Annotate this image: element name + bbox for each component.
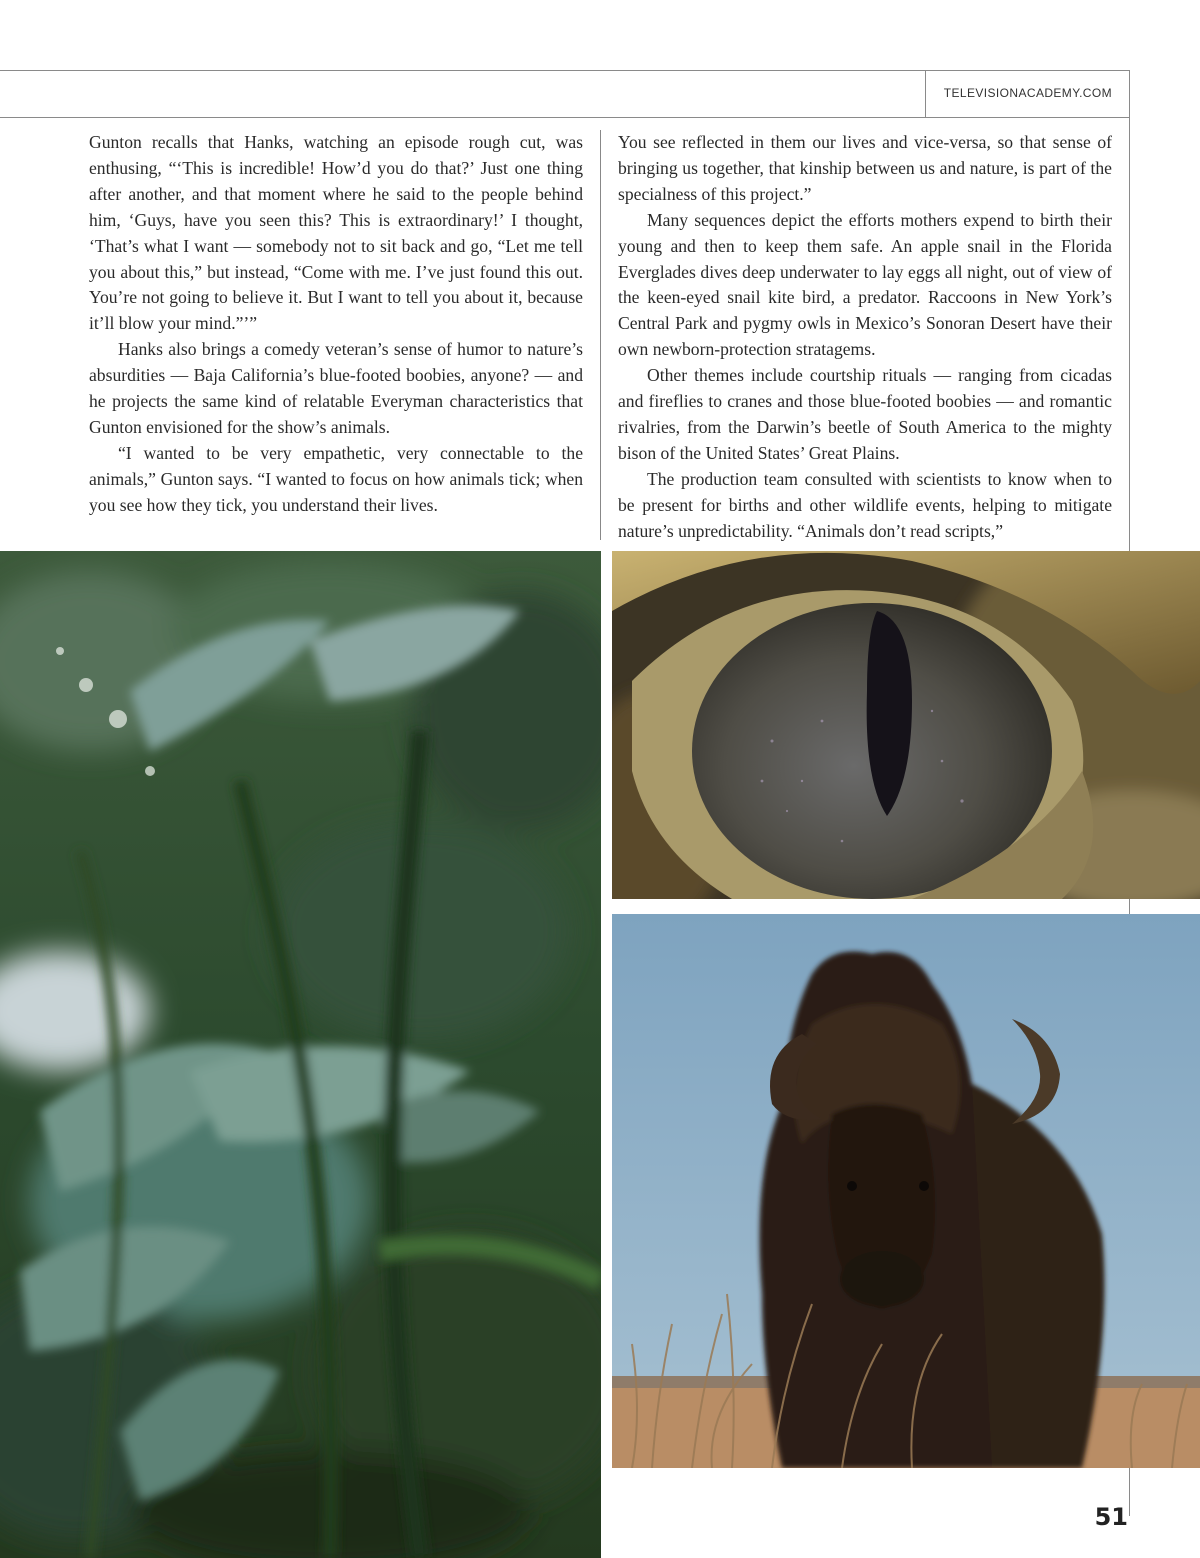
blurred-foliage-photo (0, 551, 601, 1558)
header-rule (0, 70, 1130, 71)
paragraph: Gunton recalls that Hanks, watching an episode rough cut, was enthusing, “‘This is incredible! How’d you do that?’ Just one thing after another, and that moment where he said to the people behind him, ‘Guys, have you seen this? This is extraordinary!’ I thought, ‘That’s what I want — somebody not to sit back and go, “Let me tell you about this,” but instead, “Come with me. I’ve just found this out. You’re not going to believe it. But I want to tell you about it, because it’ll blow your mind.”’” (89, 132, 583, 334)
site-name: TELEVISIONACADEMY.COM (943, 86, 1112, 100)
article-column-left (89, 130, 583, 519)
snail-eye-closeup-photo (612, 551, 1200, 899)
paragraph: Hanks also brings a comedy veteran’s sense of humor to nature’s absurdities — Baja California’s blue-footed boobies, anyone? — and he projects the same kind of relatable Everyman characteristics that Gunton envisioned for the show’s animals. (89, 339, 583, 437)
paragraph: You see reflected in them our lives and vice-versa, so that sense of bringing us together, that kinship between us and nature, is part of the specialness of this project.” (618, 132, 1112, 204)
paragraph: “I wanted to be very empathetic, very connectable to the animals,” Gunton says. “I wanted to focus on how animals tick; when you see how they tick, you understand their lives. (89, 442, 583, 515)
header-bottom-rule (0, 117, 1130, 118)
header-divider-tick (925, 70, 926, 117)
paragraph: Many sequences depict the efforts mothers expend to birth their young and then to keep them safe. An apple snail in the Florida Everglades dives deep underwater to lay eggs all night, out of view of the keen-eyed snail kite bird, a predator. Raccoons in New York’s Central Park and pygmy owls in Mexico’s Sonoran Desert have their own newborn-protection stratagems. (618, 209, 1112, 360)
column-rule (600, 130, 601, 540)
bison-on-prairie-photo (612, 914, 1200, 1468)
paragraph: The production team consulted with scientists to know when to be present for births and other wildlife events, helping to mitigate nature’s unpredictability. “Animals don’t read scripts,” (618, 468, 1112, 541)
page-number: 51 (1094, 1503, 1128, 1531)
paragraph: Other themes include courtship rituals — ranging from cicadas and fireflies to cranes and those blue-footed boobies — and romantic rivalries, from the Darwin’s beetle of South America to the mighty bison of the United States’ Great Plains. (618, 365, 1112, 463)
article-column-right (618, 130, 1112, 545)
